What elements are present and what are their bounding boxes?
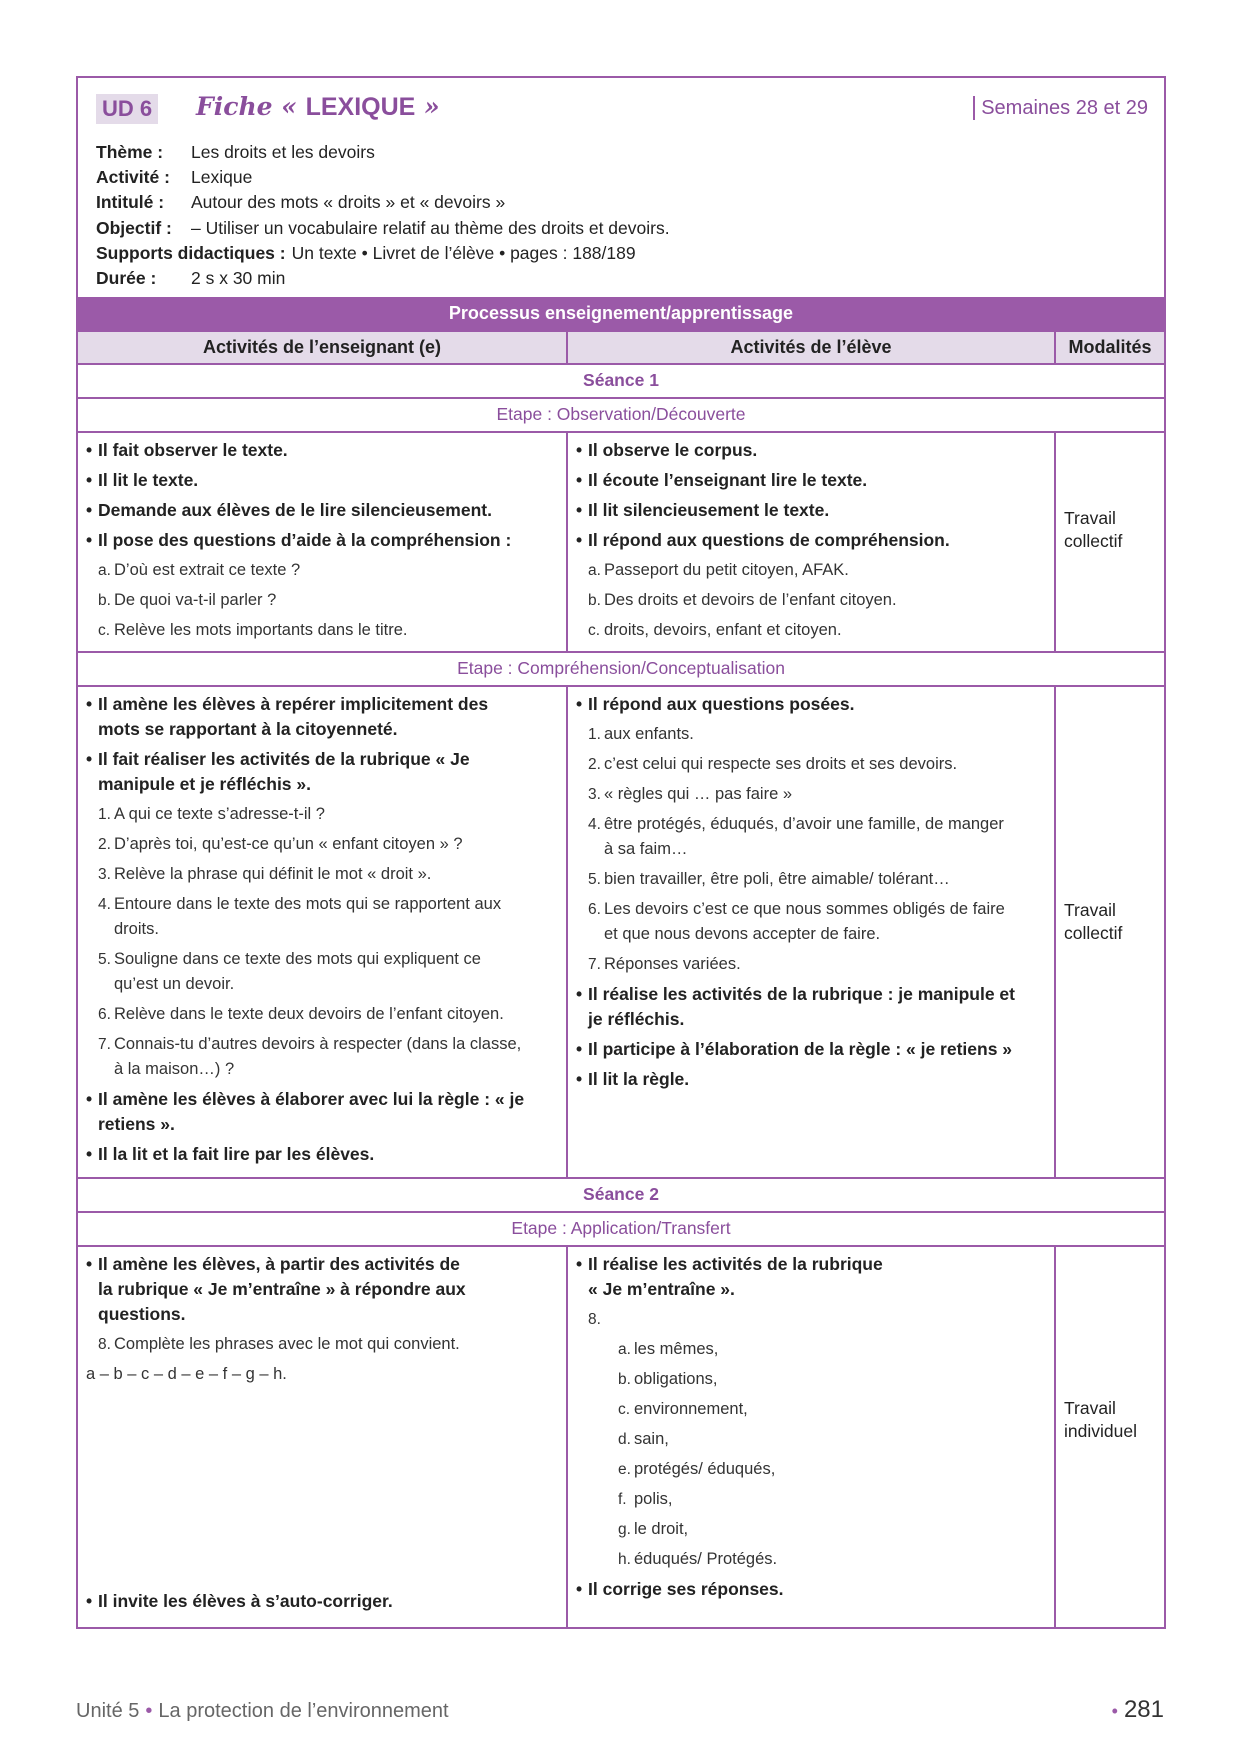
list-item: • Il réalise les activités de la rubrique « Je m’entraîne ». [576, 1254, 883, 1299]
sub-item: 1. aux enfants. [588, 725, 694, 743]
footer-unit: Unité 5 [76, 1700, 140, 1722]
sub-item: a. les mêmes, [618, 1340, 719, 1358]
list-item: • Il invite les élèves à s’auto-corriger. [86, 1591, 393, 1611]
sub-item: 7. Connais-tu d’autres devoirs à respecter (dans la classe, à la maison…) ? [98, 1035, 522, 1078]
duree-label: Durée : [96, 268, 157, 289]
sub-item: 2. D’après toi, qu’est-ce qu’un « enfant citoyen » ? [98, 835, 463, 853]
page-number: • 281 [1111, 1696, 1164, 1723]
sub-item: 5. Souligne dans ce texte des mots qui expliquent ce qu’est un devoir. [98, 950, 481, 993]
modalite-line-1: Travail [1064, 900, 1116, 920]
etape-1-teacher [78, 433, 566, 651]
etape-1-modalite [1054, 433, 1164, 651]
student-column-header: Activités de l’élève [566, 332, 1054, 363]
unit-badge: UD 6 [96, 94, 158, 124]
sub-item: 7. Réponses variées. [588, 955, 741, 973]
etape-2-student [566, 687, 1054, 1177]
activite-label: Activité : [96, 167, 170, 188]
sub-item: 1. A qui ce texte s’adresse-t-il ? [98, 805, 325, 823]
sub-item: a. D’où est extrait ce texte ? [98, 561, 301, 579]
teacher-column-header: Activités de l’enseignant (e) [202, 337, 442, 357]
modalite-line-2: individuel [1064, 1421, 1137, 1441]
activite-value: Lexique [191, 167, 253, 188]
sub-item: 8. Complète les phrases avec le mot qui convient. [98, 1335, 460, 1353]
sub-item: c. droits, devoirs, enfant et citoyen. [588, 621, 842, 639]
etape-2-modalite [1054, 687, 1164, 1177]
etape-3-modalite [1054, 1247, 1164, 1629]
list-item: • Il corrige ses réponses. [576, 1579, 784, 1599]
list-item: • Il lit silencieusement le texte. [576, 500, 830, 520]
list-item: • Il réalise les activités de la rubrique : je manipule et je réfléchis. [576, 984, 1015, 1029]
list-item: • Il lit la règle. [576, 1069, 690, 1089]
list-item: • Il lit le texte. [86, 470, 199, 490]
sub-item: 8. [588, 1311, 601, 1328]
sub-item: 3. Relève la phrase qui définit le mot « droit ». [98, 865, 432, 883]
list-item: • Il amène les élèves à repérer implicitement des mots se rapportant à la citoyenneté. [86, 694, 489, 739]
list-item: • Il fait observer le texte. [86, 440, 288, 460]
sub-item: d. sain, [618, 1430, 669, 1448]
etape-1-student [566, 433, 1054, 651]
mod-column-header: Modalités [1054, 332, 1164, 363]
sub-item: 4. Entoure dans le texte des mots qui se rapportent aux droits. [98, 895, 502, 938]
supports-label: Supports didactiques : [96, 242, 286, 263]
meta-block [96, 140, 670, 291]
list-item: • Il amène les élèves, à partir des activités de la rubrique « Je m’entraîne » à répondre aux questions. [86, 1254, 466, 1324]
footer-topic: La protection de l’environnement [158, 1700, 449, 1722]
duree-value: 2 s x 30 min [191, 268, 286, 289]
page-footer [76, 1700, 449, 1723]
etape-1-heading: Etape : Observation/Découverte [78, 397, 1164, 431]
etape-2-teacher [78, 687, 566, 1177]
seance-2-heading: Séance 2 [78, 1177, 1164, 1211]
supports-value: Un texte • Livret de l’élève • pages : 188/189 [291, 242, 636, 263]
sub-item: c. Relève les mots importants dans le titre. [98, 621, 408, 639]
weeks-label: Semaines 28 et 29 [973, 96, 1148, 120]
sub-item: g. le droit, [618, 1520, 689, 1538]
sub-item: 6. Relève dans le texte deux devoirs de l’enfant citoyen. [98, 1005, 504, 1023]
etape-3-heading: Etape : Application/Transfert [78, 1211, 1164, 1245]
theme-label: Thème : [96, 142, 164, 162]
column-header-row [78, 330, 1164, 363]
page-title [196, 92, 440, 122]
sub-item: c. environnement, [618, 1400, 748, 1418]
list-item: • Il répond aux questions de compréhension. [576, 530, 950, 550]
sub-item: 3. « règles qui … pas faire » [588, 785, 793, 803]
sub-item: e. protégés/ éduqués, [618, 1460, 776, 1478]
sub-item: f. polis, [618, 1490, 673, 1508]
etape-3-row [78, 1245, 1164, 1629]
title-prefix: Fiche « [196, 92, 306, 121]
list-item: • Il la lit et la fait lire par les élèves. [86, 1144, 375, 1164]
sub-item: 4. être protégés, éduqués, d’avoir une famille, de manger à sa faim… [588, 815, 1004, 858]
title-suffix: » [415, 92, 440, 121]
etape-3-teacher [78, 1247, 566, 1629]
list-item: • Il observe le corpus. [576, 440, 758, 460]
intitule-value: Autour des mots « droits » et « devoirs » [191, 192, 506, 213]
objectif-label: Objectif : [96, 217, 172, 238]
sheet-header [78, 78, 1164, 298]
lesson-sheet [76, 76, 1166, 1629]
etape-2-row [78, 685, 1164, 1177]
list-item: • Demande aux élèves de le lire silencieusement. [86, 500, 492, 520]
list-item: • Il écoute l’enseignant lire le texte. [576, 470, 868, 490]
answer-sequence: a – b – c – d – e – f – g – h. [86, 1365, 287, 1383]
sub-item: 5. bien travailler, être poli, être aimable/ tolérant… [588, 870, 950, 888]
modalite-line-2: collectif [1064, 531, 1123, 551]
sub-item: b. De quoi va-t-il parler ? [98, 591, 277, 609]
sub-item: h. éduqués/ Protégés. [618, 1550, 778, 1568]
modalite-line-2: collectif [1064, 923, 1123, 943]
list-item: • Il fait réaliser les activités de la rubrique « Je manipule et je réfléchis ». [86, 749, 470, 794]
footer-separator: • [145, 1700, 153, 1722]
intitule-label: Intitulé : [96, 192, 165, 213]
list-item: • Il amène les élèves à élaborer avec lui la règle : « je retiens ». [86, 1089, 525, 1134]
objectif-value: – Utiliser un vocabulaire relatif au thème des droits et devoirs. [191, 217, 670, 238]
list-item: • Il répond aux questions posées. [576, 694, 855, 714]
title-word: LEXIQUE [305, 93, 416, 121]
sub-item: 6. Les devoirs c’est ce que nous sommes obligés de faire et que nous devons accepter de faire. [588, 900, 1005, 943]
list-item: • Il participe à l’élaboration de la règle : « je retiens » [576, 1039, 1013, 1059]
seance-1-heading: Séance 1 [78, 363, 1164, 397]
theme-value: Les droits et les devoirs [191, 142, 375, 162]
sub-item: a. Passeport du petit citoyen, AFAK. [588, 561, 849, 579]
sub-item: 2. c’est celui qui respecte ses droits et ses devoirs. [588, 755, 958, 773]
etape-3-student [566, 1247, 1054, 1629]
modalite-line-1: Travail [1064, 508, 1116, 528]
sub-item: b. obligations, [618, 1370, 718, 1388]
list-item: • Il pose des questions d’aide à la compréhension : [86, 530, 512, 550]
process-band: Processus enseignement/apprentissage [78, 297, 1164, 330]
modalite-line-1: Travail [1064, 1398, 1116, 1418]
sub-item: b. Des droits et devoirs de l’enfant citoyen. [588, 591, 897, 609]
etape-1-row [78, 431, 1164, 651]
etape-2-heading: Etape : Compréhension/Conceptualisation [78, 651, 1164, 685]
